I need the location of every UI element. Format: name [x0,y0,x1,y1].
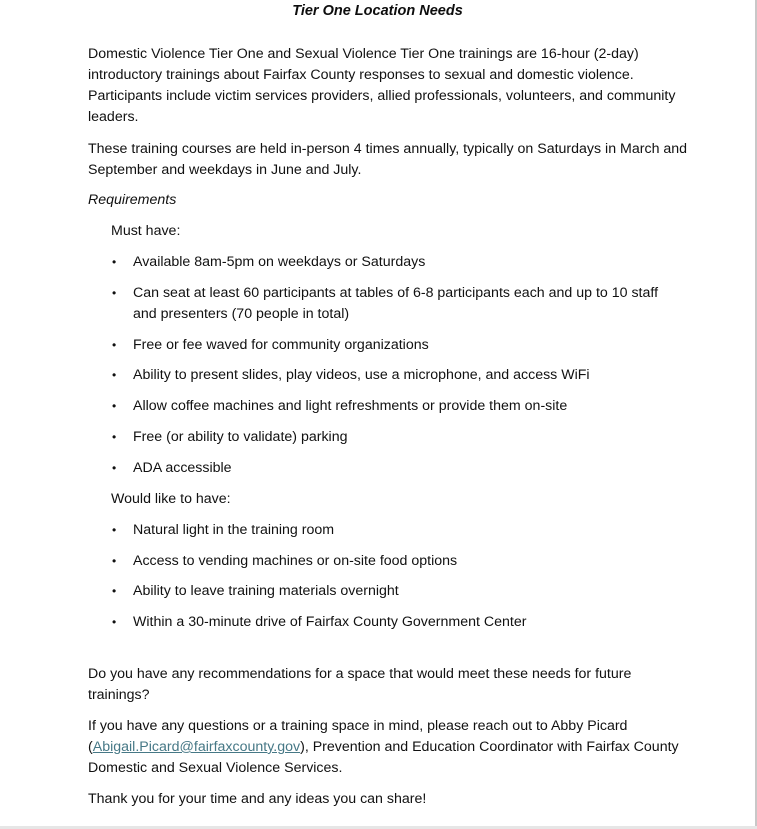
question-paragraph: Do you have any recommendations for a space that would meet these needs for future trainings? [88,666,632,703]
closing-paragraph: Thank you for your time and any ideas you can share! [88,791,427,807]
contact-text-before: If you have any questions or a training space in mind, please reach out to Abby Picard ( [88,718,628,755]
list-item-text: Free (or ability to validate) parking [133,429,348,445]
bullet-icon: • [112,255,117,269]
bullet-icon: • [112,554,117,568]
bullet-icon: • [112,584,117,598]
contact-paragraph [88,716,688,779]
list-item-text: Ability to present slides, play videos, use a microphone, and access WiFi [133,367,590,383]
list-item-text: Natural light in the training room [133,522,335,538]
bullet-icon: • [112,286,117,300]
bullet-icon: • [112,368,117,382]
bullet-icon: • [112,615,117,629]
must-have-label: Must have: [111,223,181,239]
bullet-icon: • [112,399,117,413]
bullet-icon: • [112,461,117,475]
intro-paragraph: Domestic Violence Tier One and Sexual Violence Tier One trainings are 16-hour (2-day) introductory trainings about Fairfax County responses to sexual and domestic violence. Participants include victim services providers, allied professionals, volunteers, and community leaders. [88,46,676,125]
contact-text-after: ), Prevention and Education Coordinator with Fairfax County Domestic and Sexual Violence Services. [88,739,679,776]
requirements-heading: Requirements [88,192,177,208]
bullet-icon: • [112,430,117,444]
bullet-icon: • [112,523,117,537]
list-item-text: Within a 30-minute drive of Fairfax County Government Center [133,614,527,630]
list-item-text: Ability to leave training materials overnight [133,583,399,599]
document-title: Tier One Location Needs [292,3,463,19]
email-link[interactable]: Abigail.Picard@fairfaxcounty.gov [92,739,301,755]
list-item-text: Available 8am-5pm on weekdays or Saturdays [133,254,426,270]
schedule-paragraph: These training courses are held in-person 4 times annually, typically on Saturdays in March and September and weekdays in June and July. [88,141,688,178]
bullet-icon: • [112,338,117,352]
would-like-label: Would like to have: [111,491,231,507]
list-item-text: ADA accessible [133,460,232,476]
list-item-text: Free or fee waved for community organizations [133,337,429,353]
list-item-text: Access to vending machines or on-site food options [133,553,458,569]
list-item-text: Can seat at least 60 participants at tables of 6-8 participants each and up to 10 staff and presenters (70 people in total) [133,285,659,322]
list-item-text: Allow coffee machines and light refreshments or provide them on-site [133,398,568,414]
